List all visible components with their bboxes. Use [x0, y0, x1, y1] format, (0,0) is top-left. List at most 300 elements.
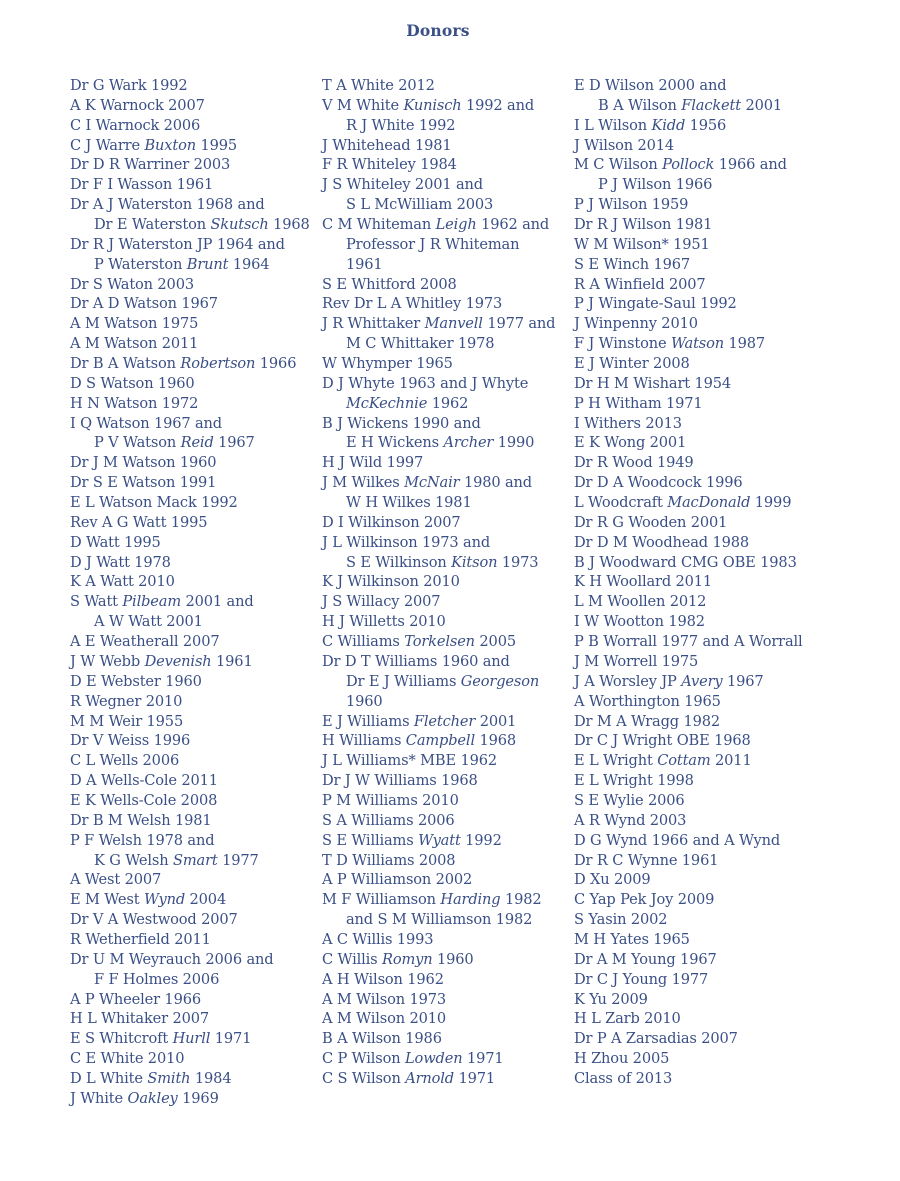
donor-entry	[70, 374, 310, 394]
donor-entry	[574, 1009, 803, 1029]
donor-text: J L Wilkinson 1973 and	[322, 533, 491, 551]
donor-text: D J Watt 1978	[70, 553, 171, 571]
donor-maiden-name: Georgeson	[460, 672, 540, 690]
donor-entry	[574, 751, 803, 771]
donor-text: R Wegner 2010	[70, 692, 183, 710]
donor-text: D E Webster 1960	[70, 672, 202, 690]
donor-maiden-name: Skutsch	[210, 216, 269, 234]
donor-text: Dr H M Wishart 1954	[574, 374, 732, 392]
donor-entry	[70, 990, 310, 1010]
donor-entry	[70, 831, 310, 851]
donor-text: E J Williams	[322, 712, 414, 730]
donor-text: 1982	[500, 891, 542, 909]
donor-text: Dr V A Westwood 2007	[70, 911, 238, 929]
donor-maiden-name: Kunisch	[403, 96, 462, 114]
donor-text: Dr C J Young 1977	[574, 970, 709, 988]
donor-entry	[70, 692, 310, 712]
donor-entry	[70, 96, 310, 116]
donor-text: M C Wilson	[574, 156, 663, 174]
donor-entry	[574, 493, 803, 513]
donor-maiden-name: Wyatt	[418, 831, 461, 849]
donor-text: Dr J W Williams 1968	[322, 772, 478, 790]
donor-text: E L Watson Mack 1992	[70, 494, 238, 512]
donor-text: A P Wheeler 1966	[70, 990, 201, 1008]
donor-text: K Yu 2009	[574, 990, 648, 1008]
donor-entry-continuation	[322, 553, 555, 573]
donor-text: P M Williams 2010	[322, 791, 459, 809]
donor-entry	[70, 950, 310, 970]
donor-text: Dr D A Woodcock 1996	[574, 474, 743, 492]
donor-text: C E White 2010	[70, 1050, 185, 1068]
donor-maiden-name: Brunt	[186, 255, 229, 273]
donor-column-3	[574, 76, 803, 1089]
donor-text: J White	[70, 1089, 128, 1107]
donor-text: 1980 and	[459, 474, 532, 492]
donor-text: Dr A J Waterston 1968 and	[70, 196, 265, 214]
donor-text: D L White	[70, 1069, 148, 1087]
donor-maiden-name: Buxton	[144, 136, 196, 154]
donor-text: 1984	[190, 1069, 232, 1087]
donor-entry	[70, 1089, 310, 1109]
donor-entry	[322, 314, 555, 334]
donor-maiden-name: Pilbeam	[122, 593, 182, 611]
donor-maiden-name: Smith	[147, 1069, 191, 1087]
donor-text: D Xu 2009	[574, 871, 651, 889]
donor-entry	[322, 155, 555, 175]
donor-text: Dr D T Williams 1960 and	[322, 652, 510, 670]
donor-entry	[574, 731, 803, 751]
donor-text: E L Wright	[574, 752, 658, 770]
donor-entry	[574, 553, 803, 573]
donor-entry	[322, 1009, 555, 1029]
donor-text: 1971	[210, 1030, 252, 1048]
donor-maiden-name: Pollock	[662, 156, 715, 174]
donor-entry	[70, 136, 310, 156]
donor-entry	[322, 1029, 555, 1049]
donor-maiden-name: Kidd	[651, 116, 686, 134]
donor-entry	[70, 414, 310, 434]
donor-entry	[574, 433, 803, 453]
donor-text: 1977	[217, 851, 259, 869]
donor-maiden-name: Reid	[180, 434, 214, 452]
donor-entry-continuation	[574, 96, 803, 116]
donor-text: S E Winch 1967	[574, 255, 690, 273]
donor-entry	[574, 930, 803, 950]
donor-text: S E Whitford 2008	[322, 275, 457, 293]
donor-text: S E Wylie 2006	[574, 791, 685, 809]
donor-entry	[322, 592, 555, 612]
donor-entry	[574, 414, 803, 434]
donor-entry-continuation	[70, 215, 310, 235]
donor-entry	[574, 1029, 803, 1049]
donor-text: Class of 2013	[574, 1069, 673, 1087]
donor-entry	[574, 76, 803, 96]
donor-entry	[70, 275, 310, 295]
donor-entry	[70, 672, 310, 692]
donor-text: J A Worsley JP	[574, 672, 682, 690]
donor-text: I W Wootton 1982	[574, 613, 705, 631]
donor-entry-continuation	[70, 851, 310, 871]
donor-text: 2004	[185, 891, 227, 909]
donor-text: W H Wilkes 1981	[346, 494, 472, 512]
donor-text: B J Wickens 1990 and	[322, 414, 481, 432]
donor-text: A H Wilson 1962	[322, 970, 444, 988]
donor-entry	[574, 950, 803, 970]
donor-entry	[70, 791, 310, 811]
donor-text: Dr R Wood 1949	[574, 454, 694, 472]
donor-entry	[70, 235, 310, 255]
donor-text: Dr E Waterston	[94, 216, 211, 234]
donor-text: D G Wynd 1966 and A Wynd	[574, 831, 781, 849]
donor-entry	[70, 1049, 310, 1069]
donor-text: A Worthington 1965	[574, 692, 721, 710]
donor-text: Dr R G Wooden 2001	[574, 513, 728, 531]
donor-entry-continuation	[322, 493, 555, 513]
donor-entry	[574, 970, 803, 990]
donor-entry	[322, 175, 555, 195]
donor-text: B J Woodward CMG OBE 1983	[574, 553, 797, 571]
donor-text: E D Wilson 2000 and	[574, 77, 727, 94]
donor-text: D A Wells-Cole 2011	[70, 772, 218, 790]
donor-text: A M Watson 2011	[70, 335, 199, 353]
donor-text: Rev Dr L A Whitley 1973	[322, 295, 503, 313]
donor-entry	[574, 990, 803, 1010]
donor-text: Dr R J Wilson 1981	[574, 216, 713, 234]
donor-text: E J Winter 2008	[574, 355, 690, 373]
donor-entry	[574, 870, 803, 890]
donor-column-2	[322, 76, 555, 1089]
donor-text: Dr A D Watson 1967	[70, 295, 218, 313]
donor-entry	[574, 910, 803, 930]
donor-entry	[322, 890, 555, 910]
donor-text: H Zhou 2005	[574, 1050, 670, 1068]
donor-text: J L Williams* MBE 1962	[322, 752, 497, 770]
donor-text: 1977 and	[482, 315, 556, 333]
donor-text: 1973	[497, 553, 539, 571]
donor-maiden-name: McNair	[404, 474, 460, 492]
donor-entry	[574, 692, 803, 712]
donor-text: J W Webb	[70, 652, 145, 670]
donor-text: H N Watson 1972	[70, 394, 199, 412]
donor-text: 1968	[268, 216, 310, 234]
donor-entry	[70, 731, 310, 751]
donor-text: 1966	[255, 355, 297, 373]
donor-text: Dr R J Waterston JP 1964 and	[70, 235, 285, 253]
donor-maiden-name: Cottam	[657, 752, 711, 770]
donor-text: F R Whiteley 1984	[322, 156, 457, 174]
donor-entry	[322, 136, 555, 156]
donor-entry-continuation	[70, 255, 310, 275]
donor-text: 1956	[685, 116, 727, 134]
donor-entry	[70, 354, 310, 374]
donor-text: V M White	[322, 96, 404, 114]
donor-text: A W Watt 2001	[94, 613, 203, 631]
donor-text: C Willis	[322, 950, 382, 968]
donor-text: 1961	[211, 652, 253, 670]
donor-text: A M Watson 1975	[70, 315, 199, 333]
donor-maiden-name: Hurll	[172, 1030, 211, 1048]
donor-entry-continuation	[322, 433, 555, 453]
donor-entry	[322, 851, 555, 871]
donor-entry	[70, 473, 310, 493]
donor-text: 2001	[740, 96, 783, 114]
donor-text: J M Worrell 1975	[574, 652, 699, 670]
donor-text: M M Weir 1955	[70, 712, 184, 730]
donor-text: C J Warre	[70, 136, 145, 154]
donor-text: H J Willetts 2010	[322, 613, 446, 631]
donor-text: M C Whittaker 1978	[346, 335, 495, 353]
donor-text: Dr M A Wragg 1982	[574, 712, 721, 730]
donor-entry	[70, 910, 310, 930]
donor-entry	[574, 513, 803, 533]
donor-entry	[322, 811, 555, 831]
donor-entry	[574, 811, 803, 831]
donor-maiden-name: Fletcher	[413, 712, 476, 730]
donor-entry	[322, 751, 555, 771]
donor-text: 2005	[474, 633, 516, 651]
donor-entry	[70, 493, 310, 513]
donor-entry	[574, 771, 803, 791]
donor-text: D I Wilkinson 2007	[322, 513, 461, 531]
donor-text: 1968	[474, 732, 516, 750]
donor-text: S A Williams 2006	[322, 811, 455, 829]
donor-text: Dr A M Young 1967	[574, 950, 717, 968]
donor-entry	[70, 513, 310, 533]
donor-entry	[574, 672, 803, 692]
donor-text: F F Holmes 2006	[94, 970, 220, 988]
donor-entry	[322, 612, 555, 632]
donor-maiden-name: Arnold	[405, 1069, 454, 1087]
donor-text: R J White 1992	[346, 116, 456, 134]
donor-text: L Woodcraft	[574, 494, 668, 512]
donor-entry	[574, 473, 803, 493]
donor-entry	[322, 1049, 555, 1069]
donor-text: P H Witham 1971	[574, 394, 703, 412]
donor-entry	[574, 851, 803, 871]
donor-text: Dr B A Watson	[70, 355, 181, 373]
donor-entry	[574, 890, 803, 910]
donor-entry	[322, 970, 555, 990]
donor-text: Dr D M Woodhead 1988	[574, 533, 750, 551]
donor-text: A R Wynd 2003	[574, 811, 687, 829]
donor-entry	[322, 275, 555, 295]
donor-text: 1967	[722, 672, 764, 690]
donor-text: J S Willacy 2007	[322, 593, 441, 611]
donor-entry	[574, 652, 803, 672]
donor-text: E M West	[70, 891, 144, 909]
donor-entry	[322, 294, 555, 314]
donor-entry	[70, 394, 310, 414]
donor-entry	[322, 374, 555, 394]
donor-entry	[322, 712, 555, 732]
donor-entry	[574, 791, 803, 811]
donor-text: C I Warnock 2006	[70, 116, 201, 134]
donor-maiden-name: Harding	[440, 891, 501, 909]
donor-entry	[574, 195, 803, 215]
donor-text: A P Williamson 2002	[322, 871, 473, 889]
donor-text: 1971	[462, 1050, 504, 1068]
donor-entry	[70, 294, 310, 314]
donor-maiden-name: Flackett	[681, 96, 741, 114]
donor-entry-continuation	[322, 672, 555, 692]
donor-entry	[322, 831, 555, 851]
donor-text: J Wilson 2014	[574, 136, 675, 154]
donor-entry	[70, 930, 310, 950]
donor-text: 1960	[346, 692, 383, 710]
donor-entry-continuation	[70, 433, 310, 453]
donor-text: 2001	[475, 712, 517, 730]
donor-entry	[70, 890, 310, 910]
donor-text: Dr U M Weyrauch 2006 and	[70, 950, 274, 968]
donor-text: A M Wilson 2010	[322, 1010, 447, 1028]
donor-text: 1967	[213, 434, 255, 452]
donor-text: P J Wilson 1959	[574, 196, 689, 214]
donor-maiden-name: Oakley	[127, 1089, 178, 1107]
donor-text: B A Wilson	[598, 96, 682, 114]
donor-text: C M Whiteman	[322, 216, 436, 234]
donor-text: M F Williamson	[322, 891, 441, 909]
donor-entry	[322, 950, 555, 970]
donor-maiden-name: Campbell	[405, 732, 475, 750]
donor-entry	[70, 592, 310, 612]
donor-text: P B Worrall 1977 and A Worrall	[574, 633, 803, 651]
donor-maiden-name: Avery	[681, 672, 723, 690]
donor-entry	[322, 652, 555, 672]
donor-text: W M Wilson* 1951	[574, 235, 710, 253]
donor-text: Dr V Weiss 1996	[70, 732, 191, 750]
donor-text: A C Willis 1993	[322, 930, 434, 948]
donor-entry	[70, 1029, 310, 1049]
donor-entry	[70, 712, 310, 732]
donor-text: F J Winstone	[574, 335, 671, 353]
donor-text: C P Wilson	[322, 1050, 406, 1068]
donor-text: P J Wingate-Saul 1992	[574, 295, 737, 313]
donor-entry	[70, 553, 310, 573]
donor-maiden-name: Smart	[172, 851, 218, 869]
donor-text: 1987	[724, 335, 766, 353]
donor-maiden-name: Robertson	[180, 355, 256, 373]
donor-entry-continuation	[70, 970, 310, 990]
donor-text: J R Whittaker	[322, 315, 425, 333]
donor-text: A M Wilson 1973	[322, 990, 447, 1008]
donor-text: 1992 and	[461, 96, 535, 114]
donor-text: K J Wilkinson 2010	[322, 573, 460, 591]
donor-entry	[322, 990, 555, 1010]
donor-text: C S Wilson	[322, 1069, 406, 1087]
donor-text: K H Woollard 2011	[574, 573, 713, 591]
donor-entry	[574, 1049, 803, 1069]
donor-entry	[574, 533, 803, 553]
donor-entry-continuation	[322, 692, 555, 712]
donor-entry	[322, 870, 555, 890]
donor-entry	[574, 572, 803, 592]
donor-text: J Whitehead 1981	[322, 136, 452, 154]
donor-entry	[70, 116, 310, 136]
donor-text: Dr E J Williams	[346, 672, 461, 690]
donor-entry	[574, 374, 803, 394]
donor-text: 2011	[710, 752, 752, 770]
donor-text: 1995	[195, 136, 238, 154]
donor-text: Dr S E Watson 1991	[70, 474, 217, 492]
donor-text: K A Watt 2010	[70, 573, 175, 591]
donor-entry-continuation	[322, 116, 555, 136]
donor-maiden-name: Archer	[443, 434, 494, 452]
donor-entry	[322, 76, 555, 96]
donor-text: R A Winfield 2007	[574, 275, 706, 293]
donor-entry	[574, 712, 803, 732]
donor-entry	[574, 1069, 803, 1089]
donor-entry-continuation	[322, 255, 555, 275]
donor-text: Dr R C Wynne 1961	[574, 851, 719, 869]
donor-text: E L Wright 1998	[574, 772, 694, 790]
donor-text: 1962	[427, 394, 469, 412]
donor-text: I Withers 2013	[574, 414, 682, 432]
donor-text: and S M Williamson 1982	[346, 911, 533, 929]
donor-entry	[574, 275, 803, 295]
donor-entry-continuation	[322, 334, 555, 354]
donor-text: C L Wells 2006	[70, 752, 180, 770]
donor-entry	[574, 235, 803, 255]
donor-text: J Winpenny 2010	[574, 315, 698, 333]
donor-entry	[574, 632, 803, 652]
donor-text: T A White 2012	[322, 77, 435, 94]
donor-text: 1961	[346, 255, 383, 273]
donor-entry	[322, 791, 555, 811]
donor-text: S Yasin 2002	[574, 911, 668, 929]
donor-maiden-name: Kitson	[451, 553, 498, 571]
donor-text: H J Wild 1997	[322, 454, 424, 472]
donor-maiden-name: MacDonald	[667, 494, 751, 512]
donor-entry	[574, 592, 803, 612]
donor-entry	[70, 652, 310, 672]
donor-text: 1969	[177, 1089, 219, 1107]
donor-entry	[322, 572, 555, 592]
donor-text: 1990	[493, 434, 535, 452]
donor-text: I Q Watson 1967 and	[70, 414, 222, 432]
donor-column-1	[70, 76, 310, 1109]
donor-text: Dr J M Watson 1960	[70, 454, 217, 472]
donor-text: Dr C J Wright OBE 1968	[574, 732, 751, 750]
donor-entry	[574, 453, 803, 473]
donor-text: 2001 and	[181, 593, 254, 611]
donor-entry	[322, 533, 555, 553]
donor-entry	[70, 453, 310, 473]
donor-entry	[322, 96, 555, 116]
donor-entry-continuation	[322, 910, 555, 930]
donor-entry	[322, 473, 555, 493]
donor-text: Dr F I Wasson 1961	[70, 176, 214, 194]
donor-entry-continuation	[574, 175, 803, 195]
donor-text: J S Whiteley 2001 and	[322, 176, 483, 194]
donor-entry	[322, 731, 555, 751]
donor-text: Dr G Wark 1992	[70, 77, 188, 94]
donor-text: 1962 and	[476, 216, 550, 234]
donor-entry	[322, 930, 555, 950]
donor-text: E K Wells-Cole 2008	[70, 791, 218, 809]
donor-text: B A Wilson 1986	[322, 1030, 442, 1048]
donor-entry	[574, 294, 803, 314]
donor-maiden-name: Wynd	[143, 891, 186, 909]
donor-entry	[574, 354, 803, 374]
donor-text: P J Wilson 1966	[598, 176, 713, 194]
donor-entry	[322, 632, 555, 652]
donor-entry	[70, 1069, 310, 1089]
donor-entry	[70, 811, 310, 831]
donor-entry	[574, 831, 803, 851]
donor-entry-continuation	[322, 195, 555, 215]
donor-entry	[574, 612, 803, 632]
donor-entry	[70, 632, 310, 652]
